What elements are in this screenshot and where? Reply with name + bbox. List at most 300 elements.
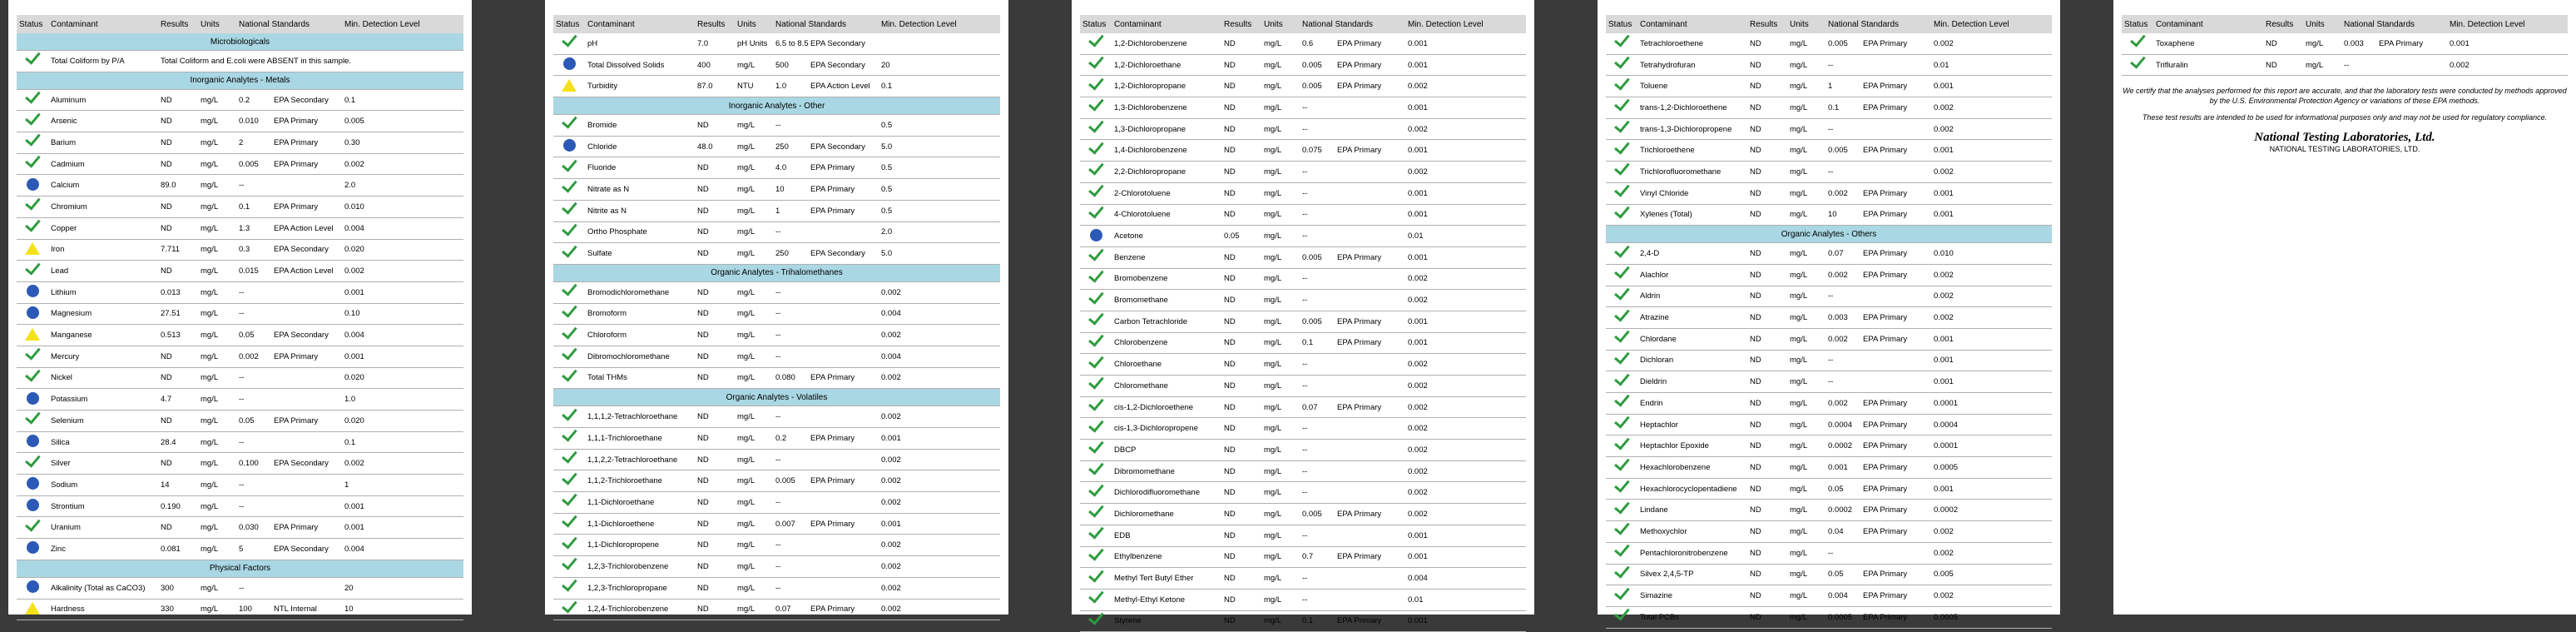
contaminant-name: 1,1,2-Trichloroethane [585, 470, 695, 492]
units-value: mg/L [1787, 478, 1825, 500]
table-row [553, 325, 1000, 346]
min-detection-value: 1 [342, 475, 463, 496]
standard-agency: EPA Secondary [808, 33, 879, 54]
check-icon [25, 49, 41, 65]
status-cell [553, 243, 585, 265]
table-row [17, 475, 463, 496]
header-units: Units [2303, 15, 2341, 33]
check-icon [1088, 74, 1104, 90]
check-icon [1088, 587, 1104, 603]
standard-value: 250 [773, 243, 808, 265]
contaminant-name: Zinc [48, 539, 158, 560]
units-value: mg/L [198, 346, 236, 367]
standard-value: 0.030 [236, 517, 271, 539]
status-cell [17, 197, 48, 218]
contaminant-name: Lindane [1637, 500, 1747, 521]
contaminant-name: Dichloromethane [1112, 504, 1221, 525]
standard-value: 1 [1825, 76, 1860, 97]
contaminant-name: Silica [48, 431, 158, 453]
status-cell [1080, 33, 1112, 54]
standard-agency: EPA Secondary [271, 539, 342, 560]
standard-value: -- [1300, 226, 1335, 247]
contaminant-name: 2,2-Dichloropropane [1112, 162, 1221, 183]
contaminant-name: 1,3-Dichloropropane [1112, 118, 1221, 140]
min-detection-value: 0.001 [1931, 350, 2052, 371]
min-detection-value: 0.01 [1405, 226, 1526, 247]
status-cell [17, 475, 48, 496]
check-icon [25, 152, 41, 167]
standard-agency: EPA Primary [1860, 521, 1931, 543]
result-value: ND [158, 197, 198, 218]
contaminant-name: 1,2,3-Trichlorobenzene [585, 556, 695, 578]
table-row [17, 367, 463, 389]
units-value: mg/L [735, 303, 773, 325]
table-row [1080, 504, 1526, 525]
table-row [1080, 376, 1526, 397]
min-detection-value: 0.004 [342, 217, 463, 239]
standard-agency [271, 303, 342, 325]
standard-agency: EPA Primary [808, 470, 879, 492]
contaminant-name: Silvex 2,4,5-TP [1637, 564, 1747, 585]
section-title: Organic Analytes - Volatiles [553, 389, 1000, 406]
result-value: ND [1221, 460, 1261, 482]
units-value: mg/L [1261, 226, 1300, 247]
header-contaminant: Contaminant [1112, 15, 1221, 33]
standard-agency: EPA Primary [1335, 140, 1405, 162]
status-cell [17, 577, 48, 599]
min-detection-value: 1.0 [342, 389, 463, 411]
contaminant-name: Silver [48, 453, 158, 475]
standard-value: -- [236, 577, 271, 599]
table-row [1080, 97, 1526, 119]
min-detection-value: 0.010 [1931, 243, 2052, 265]
table-row [1606, 118, 2052, 140]
table-row [1080, 226, 1526, 247]
detected-dot-icon [27, 541, 39, 554]
standard-agency: EPA Primary [271, 517, 342, 539]
status-cell [1080, 76, 1112, 97]
contaminant-name: Chlordane [1637, 328, 1747, 350]
check-icon [1614, 284, 1630, 300]
units-value: mg/L [198, 495, 236, 517]
result-value: 0.05 [1221, 226, 1261, 247]
header-results: Results [158, 15, 198, 33]
units-value: mg/L [198, 132, 236, 154]
status-cell [553, 221, 585, 243]
standard-agency [1335, 290, 1405, 311]
table-row [1080, 118, 1526, 140]
table-row [553, 535, 1000, 556]
contaminant-name: Methyl-Ethyl Ketone [1112, 589, 1221, 610]
units-value: mg/L [1787, 307, 1825, 329]
result-value: ND [1747, 243, 1787, 265]
table-row [1606, 97, 2052, 119]
standard-value: -- [1300, 418, 1335, 440]
result-value: ND [695, 179, 735, 201]
result-value: ND [1221, 354, 1261, 376]
check-icon [1088, 52, 1104, 68]
result-value: ND [158, 261, 198, 282]
contaminant-name: Styrene [1112, 610, 1221, 632]
result-value: ND [695, 535, 735, 556]
result-value: ND [1221, 76, 1261, 97]
standard-agency: EPA Primary [1335, 396, 1405, 418]
min-detection-value: 0.001 [1405, 33, 1526, 54]
result-value: ND [1747, 414, 1787, 435]
status-cell [17, 217, 48, 239]
min-detection-value: 0.001 [1931, 182, 2052, 204]
min-detection-value: 0.001 [342, 495, 463, 517]
contaminant-name: Toluene [1637, 76, 1747, 97]
min-detection-value: 0.002 [879, 367, 1000, 389]
status-cell [1080, 332, 1112, 354]
table-row [17, 411, 463, 432]
check-icon [1614, 262, 1630, 278]
table-row [1606, 478, 2052, 500]
standard-agency: EPA Secondary [271, 239, 342, 261]
min-detection-value: 0.002 [1931, 162, 2052, 183]
result-value: ND [1747, 182, 1787, 204]
units-value: mg/L [735, 599, 773, 620]
check-icon [562, 533, 577, 549]
table-row [553, 577, 1000, 599]
units-value: mg/L [735, 367, 773, 389]
standard-agency: EPA Primary [1335, 610, 1405, 632]
min-detection-value: 0.002 [1405, 118, 1526, 140]
result-value: ND [2263, 54, 2303, 76]
table-row [1080, 311, 1526, 332]
standard-agency [1335, 440, 1405, 461]
table-row [17, 217, 463, 239]
min-detection-value: 0.01 [1405, 589, 1526, 610]
section-title: Inorganic Analytes - Other [553, 97, 1000, 115]
status-cell [1606, 393, 1637, 415]
min-detection-value: 0.001 [1405, 140, 1526, 162]
result-value: ND [695, 243, 735, 265]
standard-value: 0.07 [1825, 243, 1860, 265]
min-detection-value: 0.002 [1405, 440, 1526, 461]
check-icon [1088, 374, 1104, 390]
contaminant-name: Total Dissolved Solids [585, 54, 695, 76]
units-value: mg/L [1261, 525, 1300, 546]
min-detection-value: 0.10 [342, 303, 463, 325]
result-value: ND [1221, 97, 1261, 119]
check-icon [1088, 309, 1104, 325]
standard-value: 0.004 [1825, 585, 1860, 607]
standard-value: -- [773, 535, 808, 556]
table-row [1606, 140, 2052, 162]
result-value: 87.0 [695, 76, 735, 97]
detected-dot-icon [27, 306, 39, 319]
standard-agency: EPA Primary [271, 132, 342, 154]
result-value: ND [695, 221, 735, 243]
min-detection-value: 0.1 [342, 431, 463, 453]
min-detection-value: 0.020 [342, 239, 463, 261]
standard-value: 0.3 [236, 239, 271, 261]
result-value: 330 [158, 599, 198, 620]
table-row [1080, 54, 1526, 76]
standard-value: 0.05 [1825, 478, 1860, 500]
units-value: mg/L [1261, 162, 1300, 183]
table-row [553, 303, 1000, 325]
standard-value: 1 [773, 200, 808, 221]
contaminant-name: Mercury [48, 346, 158, 367]
section-header-row [553, 264, 1000, 281]
table-row [553, 221, 1000, 243]
standard-value: 500 [773, 54, 808, 76]
status-cell [1080, 268, 1112, 290]
check-icon [1088, 202, 1104, 218]
contaminant-name: Chloroform [585, 325, 695, 346]
units-value: mg/L [198, 239, 236, 261]
contaminant-name: 1,1,1,2-Tetrachloroethane [585, 406, 695, 428]
contaminant-name: 1,2-Dichlorobenzene [1112, 33, 1221, 54]
status-cell [553, 367, 585, 389]
check-icon [562, 575, 577, 591]
standard-value: -- [1300, 182, 1335, 204]
units-value: mg/L [735, 346, 773, 367]
check-icon [1088, 331, 1104, 346]
standard-value: -- [1300, 354, 1335, 376]
standard-value: 0.6 [1300, 33, 1335, 54]
results-table [553, 15, 1000, 620]
result-value: ND [158, 411, 198, 432]
standard-agency [271, 495, 342, 517]
table-row [553, 54, 1000, 76]
header-results: Results [2263, 15, 2303, 33]
contaminant-name: 1,3-Dichlorobenzene [1112, 97, 1221, 119]
status-cell [553, 428, 585, 450]
units-value: mg/L [735, 200, 773, 221]
result-value: ND [158, 89, 198, 111]
standard-value: 0.005 [1300, 54, 1335, 76]
check-icon [562, 177, 577, 193]
header-results: Results [695, 15, 735, 33]
standard-agency [808, 346, 879, 367]
table-row [1606, 350, 2052, 371]
contaminant-name: Simazine [1637, 585, 1747, 607]
result-value: ND [1747, 33, 1787, 54]
standard-agency [808, 556, 879, 578]
standard-value: 0.003 [2341, 33, 2376, 54]
standard-agency: EPA Primary [1860, 414, 1931, 435]
result-value: 14 [158, 475, 198, 496]
header-status: Status [2122, 15, 2153, 33]
check-icon [562, 32, 577, 47]
result-value: ND [1747, 606, 1787, 628]
min-detection-value: 0.001 [879, 428, 1000, 450]
contaminant-name: Hexachlorobenzene [1637, 457, 1747, 479]
min-detection-value: 0.005 [1931, 564, 2052, 585]
result-value: ND [1747, 76, 1787, 97]
standard-agency [1335, 525, 1405, 546]
standard-value: 0.002 [236, 346, 271, 367]
status-cell [1606, 307, 1637, 329]
status-cell [1606, 182, 1637, 204]
contaminant-name: Iron [48, 239, 158, 261]
min-detection-value: 0.001 [1405, 246, 1526, 268]
standard-agency: EPA Primary [808, 599, 879, 620]
standard-agency: EPA Primary [1860, 140, 1931, 162]
units-value: mg/L [1261, 568, 1300, 590]
standard-agency [1860, 162, 1931, 183]
min-detection-value: 0.002 [879, 599, 1000, 620]
status-cell [1080, 311, 1112, 332]
table-row [1080, 140, 1526, 162]
min-detection-value: 0.001 [342, 346, 463, 367]
units-value: mg/L [198, 577, 236, 599]
contaminant-name: Hardness [48, 599, 158, 620]
contaminant-name: Hexachlorocyclopentadiene [1637, 478, 1747, 500]
status-cell [1606, 140, 1637, 162]
result-value: ND [1221, 311, 1261, 332]
contaminant-name: 1,4-Dichlorobenzene [1112, 140, 1221, 162]
standard-value: 1.0 [773, 76, 808, 97]
min-detection-value: 0.01 [1931, 54, 2052, 76]
table-row [17, 453, 463, 475]
table-row [553, 470, 1000, 492]
standard-value: 0.015 [236, 261, 271, 282]
standard-value: -- [1300, 482, 1335, 504]
status-cell [1080, 246, 1112, 268]
standard-value: -- [1300, 460, 1335, 482]
report-page-3 [1072, 0, 1534, 626]
units-value: mg/L [1261, 290, 1300, 311]
min-detection-value: 0.002 [342, 453, 463, 475]
result-value: ND [695, 115, 735, 137]
contaminant-name: Ethylbenzene [1112, 546, 1221, 568]
status-cell [553, 325, 585, 346]
standard-value: 0.002 [1825, 328, 1860, 350]
status-cell [1606, 350, 1637, 371]
table-row [1606, 328, 2052, 350]
units-value: mg/L [198, 389, 236, 411]
status-cell [553, 54, 585, 76]
section-title: Organic Analytes - Trihalomethanes [553, 264, 1000, 281]
check-icon [1614, 370, 1630, 386]
standard-value: -- [773, 556, 808, 578]
min-detection-value: 0.0001 [1931, 435, 2052, 457]
table-row [1080, 33, 1526, 54]
table-row [1606, 521, 2052, 543]
status-cell [553, 406, 585, 428]
status-cell [553, 556, 585, 578]
contaminant-name: Lithium [48, 281, 158, 303]
min-detection-value: 0.002 [879, 449, 1000, 470]
result-value: ND [1747, 162, 1787, 183]
standard-agency [1335, 268, 1405, 290]
table-row [1606, 500, 2052, 521]
contaminant-name: Sodium [48, 475, 158, 496]
standard-value: -- [773, 406, 808, 428]
contaminant-name: Chloride [585, 136, 695, 157]
standard-value: -- [1825, 286, 1860, 307]
standard-value: -- [773, 449, 808, 470]
result-value: ND [695, 303, 735, 325]
standard-agency: EPA Primary [1860, 182, 1931, 204]
table-row [1080, 589, 1526, 610]
units-value: mg/L [198, 303, 236, 325]
status-cell [1606, 564, 1637, 585]
contaminant-name: trans-1,3-Dichloropropene [1637, 118, 1747, 140]
standard-agency: EPA Action Level [808, 76, 879, 97]
min-detection-value: 0.001 [1931, 328, 2052, 350]
standard-value: 250 [773, 136, 808, 157]
result-value: 48.0 [695, 136, 735, 157]
section-header-row [1606, 226, 2052, 243]
min-detection-value: 0.002 [1405, 354, 1526, 376]
standard-value: -- [1300, 568, 1335, 590]
standard-value: 0.005 [236, 153, 271, 175]
table-row [1606, 542, 2052, 564]
contaminant-name: trans-1,2-Dichloroethene [1637, 97, 1747, 119]
standard-agency: EPA Primary [808, 367, 879, 389]
contaminant-name: pH [585, 33, 695, 54]
min-detection-value: 0.002 [1405, 460, 1526, 482]
standard-agency: EPA Primary [271, 153, 342, 175]
standard-agency [808, 535, 879, 556]
lab-name-caps: NATIONAL TESTING LABORATORIES, LTD. [2269, 145, 2420, 154]
min-detection-value: 0.001 [1405, 204, 1526, 226]
standard-agency [808, 406, 879, 428]
standard-value: -- [1300, 118, 1335, 140]
units-value: mg/L [198, 261, 236, 282]
units-value: mg/L [735, 535, 773, 556]
standard-agency: EPA Primary [1860, 307, 1931, 329]
standard-agency [1335, 482, 1405, 504]
standard-agency: EPA Primary [808, 428, 879, 450]
standard-agency: EPA Primary [808, 513, 879, 535]
table-row [1606, 162, 2052, 183]
min-detection-value: 0.001 [879, 513, 1000, 535]
status-cell [17, 325, 48, 346]
contaminant-name: Aldrin [1637, 286, 1747, 307]
standard-agency [808, 303, 879, 325]
check-icon [1088, 545, 1104, 560]
result-value: ND [1221, 246, 1261, 268]
check-icon [1614, 412, 1630, 428]
min-detection-value: 10 [342, 599, 463, 620]
table-row [17, 175, 463, 197]
result-value: ND [1221, 332, 1261, 354]
result-value: ND [1747, 140, 1787, 162]
status-cell [553, 470, 585, 492]
standard-value: 0.0005 [1825, 606, 1860, 628]
check-icon [1614, 138, 1630, 154]
table-row [553, 281, 1000, 303]
contaminant-name: Atrazine [1637, 307, 1747, 329]
contaminant-name: Dichlorodifluoromethane [1112, 482, 1221, 504]
status-cell [1606, 286, 1637, 307]
standard-agency [271, 389, 342, 411]
check-icon [25, 195, 41, 211]
status-cell [17, 411, 48, 432]
standard-value: 0.005 [773, 470, 808, 492]
contaminant-name: Bromomethane [1112, 290, 1221, 311]
standard-agency [271, 281, 342, 303]
status-cell [553, 577, 585, 599]
table-row [553, 157, 1000, 179]
units-value: mg/L [198, 153, 236, 175]
result-value: 0.190 [158, 495, 198, 517]
result-value: ND [1221, 589, 1261, 610]
table-row [1080, 482, 1526, 504]
standard-value: 1.3 [236, 217, 271, 239]
table-row [17, 431, 463, 453]
table-row [17, 346, 463, 367]
min-detection-value: 0.001 [1405, 610, 1526, 632]
status-cell [1606, 542, 1637, 564]
